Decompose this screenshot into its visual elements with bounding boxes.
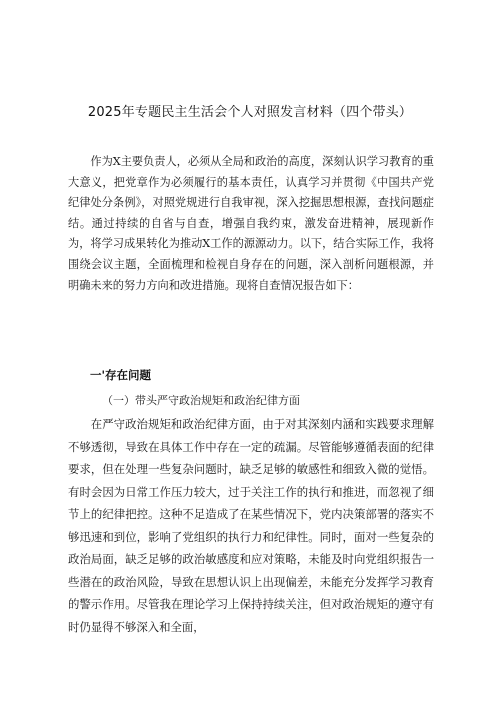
subsection-heading-political-discipline: （一）带头严守政治规矩和政治纪律方面 xyxy=(102,394,300,407)
detail-paragraph: 在严守政治规矩和政治纪律方面，由于对其深刻内涵和实践要求理解不够透彻，导致在具体工作中存在一定的疏漏。尽管能够遵循表面的纪律要求，但在处理一些复杂问题时，缺乏足够的敏感性和细致入微的觉悟。有时会因为日常工作压力较大，过于关注工作的执行和推进，而忽视了细节上的纪律把控。这种不足造成了在某些情况下，党内决策部署的落实不够迅速和到位，影响了党组织的执行力和纪律性。同时，面对一些复杂的政治局面，缺乏足够的政治敏感度和应对策略，未能及时向党组织报告一些潜在的政治风险，导致在思想认识上出现偏差，未能充分发挥学习教育的警示作用。尽管我在理论学习上保持持续关注，但对政治规矩的遵守有时仍显得不够深入和全面， xyxy=(68,417,434,634)
document-title: 2025年专题民主生活会个人对照发言材料（四个带头） xyxy=(87,105,413,120)
section-heading-problems: 一'存在问题 xyxy=(90,368,152,382)
intro-paragraph: 作为X主要负责人，必须从全局和政治的高度，深刻认识学习教育的重大意义，把党章作为必须履行的基本责任，认真学习并贯彻《中国共产党纪律处分条例》，对照党规进行自我审视，深入挖掘思想根源，查找问题症结。通过持续的自省与自查，增强自我约束，激发奋进精神，展现新作为，将学习成果转化为推动X工作的源源动力。以下，结合实际工作，我将围绕会议主题，全面梳理和检视自身存在的问题，深入剖析问题根源，并明确未来的努力方向和改进措施。现将自查情况报告如下： xyxy=(68,155,434,292)
